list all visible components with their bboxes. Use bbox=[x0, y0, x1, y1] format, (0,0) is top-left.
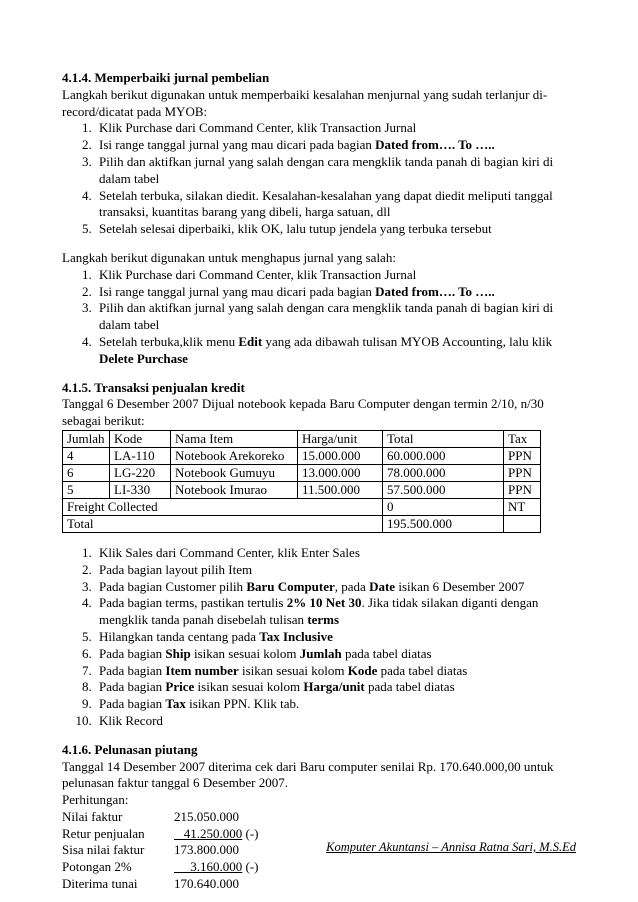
table-cell: 60.000.000 bbox=[383, 447, 504, 464]
page-footer: Komputer Akuntansi – Annisa Ratna Sari, M.S.Ed bbox=[326, 840, 576, 854]
list-item: 7. Pada bagian Item number isikan sesuai kolom Kode pada tabel diatas bbox=[95, 663, 562, 680]
table-cell: 4 bbox=[63, 447, 110, 464]
table-header: Total bbox=[383, 430, 504, 447]
table-cell: Notebook Arekoreko bbox=[171, 447, 298, 464]
table-row bbox=[63, 481, 541, 498]
freight-tax: NT bbox=[504, 498, 541, 515]
calc-row: Retur penjualan 41.250.000 (-) bbox=[62, 825, 259, 841]
list-item: 3. Pada bagian Customer pilih Baru Computer, pada Date isikan 6 Desember 2007 bbox=[95, 579, 562, 596]
list-item: 4. Pada bagian terms, pastikan tertulis 2% 10 Net 30. Jika tidak silakan diganti dengan mengklik tanda panah disebelah tulisan terms bbox=[95, 595, 562, 629]
section-415-title: 4.1.5. Transaksi penjualan kredit bbox=[62, 379, 245, 395]
list-item: 8. Pada bagian Price isikan sesuai kolom Harga/unit pada tabel diatas bbox=[95, 679, 562, 696]
table-cell: 11.500.000 bbox=[298, 481, 383, 498]
table-cell: 15.000.000 bbox=[298, 447, 383, 464]
table-cell: 6 bbox=[63, 464, 110, 481]
list-item: 6. Pada bagian Ship isikan sesuai kolom Jumlah pada tabel diatas bbox=[95, 646, 562, 663]
list-item: 1. Klik Purchase dari Command Center, klik Transaction Jurnal bbox=[95, 120, 562, 137]
total-label: Total bbox=[63, 515, 383, 532]
table-cell: LA-110 bbox=[110, 447, 171, 464]
total-row bbox=[63, 515, 541, 532]
table-cell: PPN bbox=[504, 481, 541, 498]
freight-row bbox=[63, 498, 541, 515]
calc-row: Potongan 2% 3.160.000 (-) bbox=[62, 859, 259, 875]
table-cell: Notebook Imurao bbox=[171, 481, 298, 498]
calc-row: Diterima tunai 170.640.000 bbox=[62, 876, 239, 892]
total-value: 195.500.000 bbox=[383, 515, 504, 532]
list-item: 5. Setelah selesai diperbaiki, klik OK, lalu tutup jendela yang terbuka tersebut bbox=[95, 221, 562, 238]
list-item: 4. Setelah terbuka,klik menu Edit yang ada dibawah tulisan MYOB Accounting, lalu klik Delete Purchase bbox=[95, 334, 562, 368]
section-414-title: 4.1.4. Memperbaiki jurnal pembelian bbox=[62, 70, 270, 85]
table-header-row bbox=[63, 430, 541, 447]
section-414-intro2: Langkah berikut digunakan untuk menghapus jurnal yang salah: bbox=[62, 249, 396, 265]
calc-row: Sisa nilai faktur 173.800.000 bbox=[62, 842, 239, 858]
calc-row: Nilai faktur 215.050.000 bbox=[62, 808, 239, 824]
table-cell: 13.000.000 bbox=[298, 464, 383, 481]
list-item: 2. Isi range tanggal jurnal yang mau dicari pada bagian Dated from…. To ….. bbox=[95, 137, 562, 154]
list-item: 2. Pada bagian layout pilih Item bbox=[95, 562, 562, 579]
list-item: 3. Pilih dan aktifkan jurnal yang salah dengan cara mengklik tanda panah di bagian kiri di dalam tabel bbox=[95, 154, 562, 188]
table-cell: LG-220 bbox=[110, 464, 171, 481]
fix-steps-list bbox=[62, 120, 562, 238]
table-cell: 57.500.000 bbox=[383, 481, 504, 498]
table-header: Kode bbox=[110, 430, 171, 447]
table-header: Tax bbox=[504, 430, 541, 447]
section-414-intro: Langkah berikut digunakan untuk memperbaiki kesalahan menjurnal yang sudah terlanjur di-record/dicatat pada MYOB: bbox=[62, 86, 548, 119]
delete-steps-list bbox=[62, 267, 562, 368]
freight-total: 0 bbox=[383, 498, 504, 515]
list-item: 10. Klik Record bbox=[95, 713, 562, 730]
table-header: Harga/unit bbox=[298, 430, 383, 447]
table-cell: PPN bbox=[504, 447, 541, 464]
sales-steps-list bbox=[62, 545, 562, 730]
table-header: Nama Item bbox=[171, 430, 298, 447]
sales-table bbox=[62, 430, 541, 533]
list-item: 9. Pada bagian Tax isikan PPN. Klik tab. bbox=[95, 696, 562, 713]
list-item: 3. Pilih dan aktifkan jurnal yang salah dengan cara mengklik tanda panah di bagian kiri di dalam tabel bbox=[95, 300, 562, 334]
table-row bbox=[63, 447, 541, 464]
table-header: Jumlah bbox=[63, 430, 110, 447]
document-page bbox=[62, 70, 562, 893]
list-item: 1. Klik Sales dari Command Center, klik Enter Sales bbox=[95, 545, 562, 562]
section-415-intro: Tanggal 6 Desember 2007 Dijual notebook kepada Baru Computer dengan termin 2/10, n/30 sebagai berikut: bbox=[62, 396, 544, 429]
list-item: 4. Setelah terbuka, silakan diedit. Kesalahan-kesalahan yang dapat diedit meliputi tanggal transaksi, kuantitas barang yang dibeli, harga satuan, dll bbox=[95, 188, 562, 222]
table-row bbox=[63, 464, 541, 481]
total-tax bbox=[504, 515, 541, 532]
list-item: 2. Isi range tanggal jurnal yang mau dicari pada bagian Dated from…. To ….. bbox=[95, 284, 562, 301]
section-416-title: 4.1.6. Pelunasan piutang bbox=[62, 741, 198, 757]
table-cell: Notebook Gumuyu bbox=[171, 464, 298, 481]
table-cell: 78.000.000 bbox=[383, 464, 504, 481]
section-416-intro: Tanggal 14 Desember 2007 diterima cek dari Baru computer senilai Rp. 170.640.000,00 untuk pelunasan faktur tanggal 6 Desember 2007. bbox=[62, 758, 554, 791]
table-cell: PPN bbox=[504, 464, 541, 481]
freight-label: Freight Collected bbox=[63, 498, 383, 515]
list-item: 5. Hilangkan tanda centang pada Tax Inclusive bbox=[95, 629, 562, 646]
list-item: 1. Klik Purchase dari Command Center, klik Transaction Jurnal bbox=[95, 267, 562, 284]
table-cell: 5 bbox=[63, 481, 110, 498]
table-cell: LI-330 bbox=[110, 481, 171, 498]
calc-heading: Perhitungan: bbox=[62, 792, 129, 808]
